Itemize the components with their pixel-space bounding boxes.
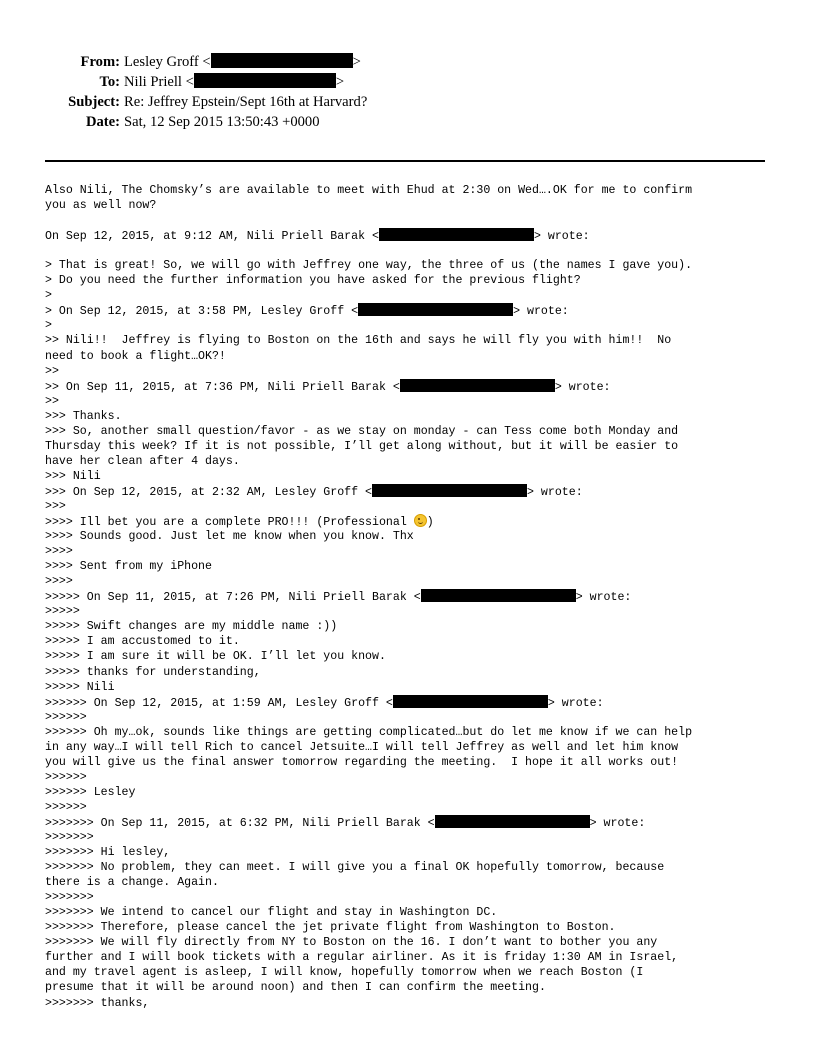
quote-attribution: >>>>>> On Sep 12, 2015, at 1:59 AM, Lesley Groff < > wrote: [45,696,604,710]
date-value: Sat, 12 Sep 2015 13:50:43 +0000 [124,114,320,130]
body-line: have her clean after 4 days. [45,454,240,468]
body-line: > [45,289,52,303]
winking-face-icon [414,514,427,527]
body-line: >>>>>>> Therefore, please cancel the jet private flight from Washington to Boston. [45,921,616,935]
body-line: > That is great! So, we will go with Jeffrey one way, the three of us (the names I gave you). [45,259,693,273]
redaction-bar [421,589,576,602]
body-line: >>> Nili [45,469,101,483]
from-value: Lesley Groff < [124,54,211,70]
blank-line [45,213,780,228]
blank-line [45,243,780,258]
subject-value: Re: Jeffrey Epstein/Sept 16th at Harvard? [124,94,368,110]
quote-attribution: >> On Sep 11, 2015, at 7:36 PM, Nili Priell Barak < > wrote: [45,380,611,394]
subject-row [0,92,816,112]
body-line: in any way…I will tell Rich to cancel Jetsuite…I will tell Jeffrey as well and let him know [45,740,679,754]
body-line: >> [45,364,59,378]
body-line: >>>>> I am accustomed to it. [45,635,240,649]
subject-label: Subject: [68,94,120,110]
quote-attribution: > On Sep 12, 2015, at 3:58 PM, Lesley Groff < > wrote: [45,305,569,319]
body-line: >>>>> [45,605,80,619]
body-line: there is a change. Again. [45,876,219,890]
body-line: >>>>> thanks for understanding, [45,665,261,679]
body-line: >>>> [45,575,73,589]
body-line: >> [45,394,59,408]
body-line: >>>>>>> [45,891,94,905]
body-line: you as well now? [45,199,157,213]
redaction-bar [372,484,527,497]
quote-attribution: On Sep 12, 2015, at 9:12 AM, Nili Priell Barak < > wrote: [45,230,590,244]
body-line: >>>>>> [45,710,87,724]
body-line: >>>>>> [45,800,87,814]
body-line: and my travel agent is asleep, I will know, hopefully tomorrow when we reach Boston (I [45,966,644,980]
body-line: >>>>>>> We intend to cancel our flight and stay in Washington DC. [45,906,498,920]
body-line: >>>>>>> [45,831,94,845]
to-label: To: [99,74,120,90]
body-line: >>>> Sounds good. Just let me know when you know. Thx [45,530,414,544]
body-line: >>>>>>> We will fly directly from NY to Boston on the 16. I don’t want to bother you any [45,936,658,950]
email-header [0,52,816,132]
redaction-bar [400,379,555,392]
quote-attribution: >>>>> On Sep 11, 2015, at 7:26 PM, Nili Priell Barak < > wrote: [45,591,632,605]
body-line: Also Nili, The Chomsky’s are available to meet with Ehud at 2:30 on Wed….OK for me to confirm [45,184,693,197]
body-line: >>>> Ill bet you are a complete PRO!!! (Professional ) [45,516,434,530]
from-close: > [352,54,361,70]
to-close: > [335,74,345,90]
body-line: >>>>>>> Hi lesley, [45,846,171,860]
from-row [0,52,816,72]
body-line: > [45,319,52,333]
body-line: >>>> [45,545,73,559]
body-line: >>>>>> [45,770,87,784]
body-line: >>>>> Nili [45,680,115,694]
body-line: >>>> Sent from my iPhone [45,560,212,574]
header-divider [45,160,765,162]
body-line: presume that it will be around noon) and then I can confirm the meeting. [45,981,546,995]
body-line: >>>>>>> No problem, they can meet. I will give you a final OK hopefully tomorrow, because [45,861,665,875]
redaction-bar [358,303,513,316]
redaction-bar [211,53,353,68]
from-label: From: [80,54,120,70]
to-row [0,72,816,92]
body-line: >>>>>> Lesley [45,785,136,799]
redaction-bar [435,815,590,828]
quote-attribution: >>> On Sep 12, 2015, at 2:32 AM, Lesley Groff < > wrote: [45,485,583,499]
body-line: you will give us the final answer tomorrow regarding the meeting. I hope it all works out! [45,755,679,769]
body-line: >>>>> Swift changes are my middle name :)) [45,620,338,634]
body-line: >>> So, another small question/favor - as we stay on monday - can Tess come both Monday and [45,424,679,438]
redaction-bar [194,73,336,88]
to-value: Nili Priell < [124,74,194,90]
body-line: >>> [45,499,66,513]
body-line: >>>>>> Oh my…ok, sounds like things are getting complicated…but do let me know if we can help [45,725,693,739]
date-label: Date: [85,114,120,130]
body-line: further and I will book tickets with a regular airliner. As it is friday 1:30 AM in Israel, [45,951,679,965]
email-body [45,183,780,1011]
quote-attribution: >>>>>>> On Sep 11, 2015, at 6:32 PM, Nili Priell Barak < > wrote: [45,816,646,830]
body-line: >>>>>>> thanks, [45,996,150,1010]
body-line: >>>>> I am sure it will be OK. I’ll let you know. [45,650,386,664]
redaction-bar [379,228,534,241]
date-row [0,112,816,132]
redaction-bar [393,695,548,708]
body-line: need to book a flight…OK?! [45,349,226,363]
body-line: > Do you need the further information you have asked for the previous flight? [45,274,581,288]
body-line: >> Nili!! Jeffrey is flying to Boston on the 16th and says he will fly you with him!! No [45,334,672,348]
body-line: >>> Thanks. [45,409,122,423]
body-line: Thursday this week? If it is not possible, I’ll get along without, but it will be easier to [45,439,679,453]
